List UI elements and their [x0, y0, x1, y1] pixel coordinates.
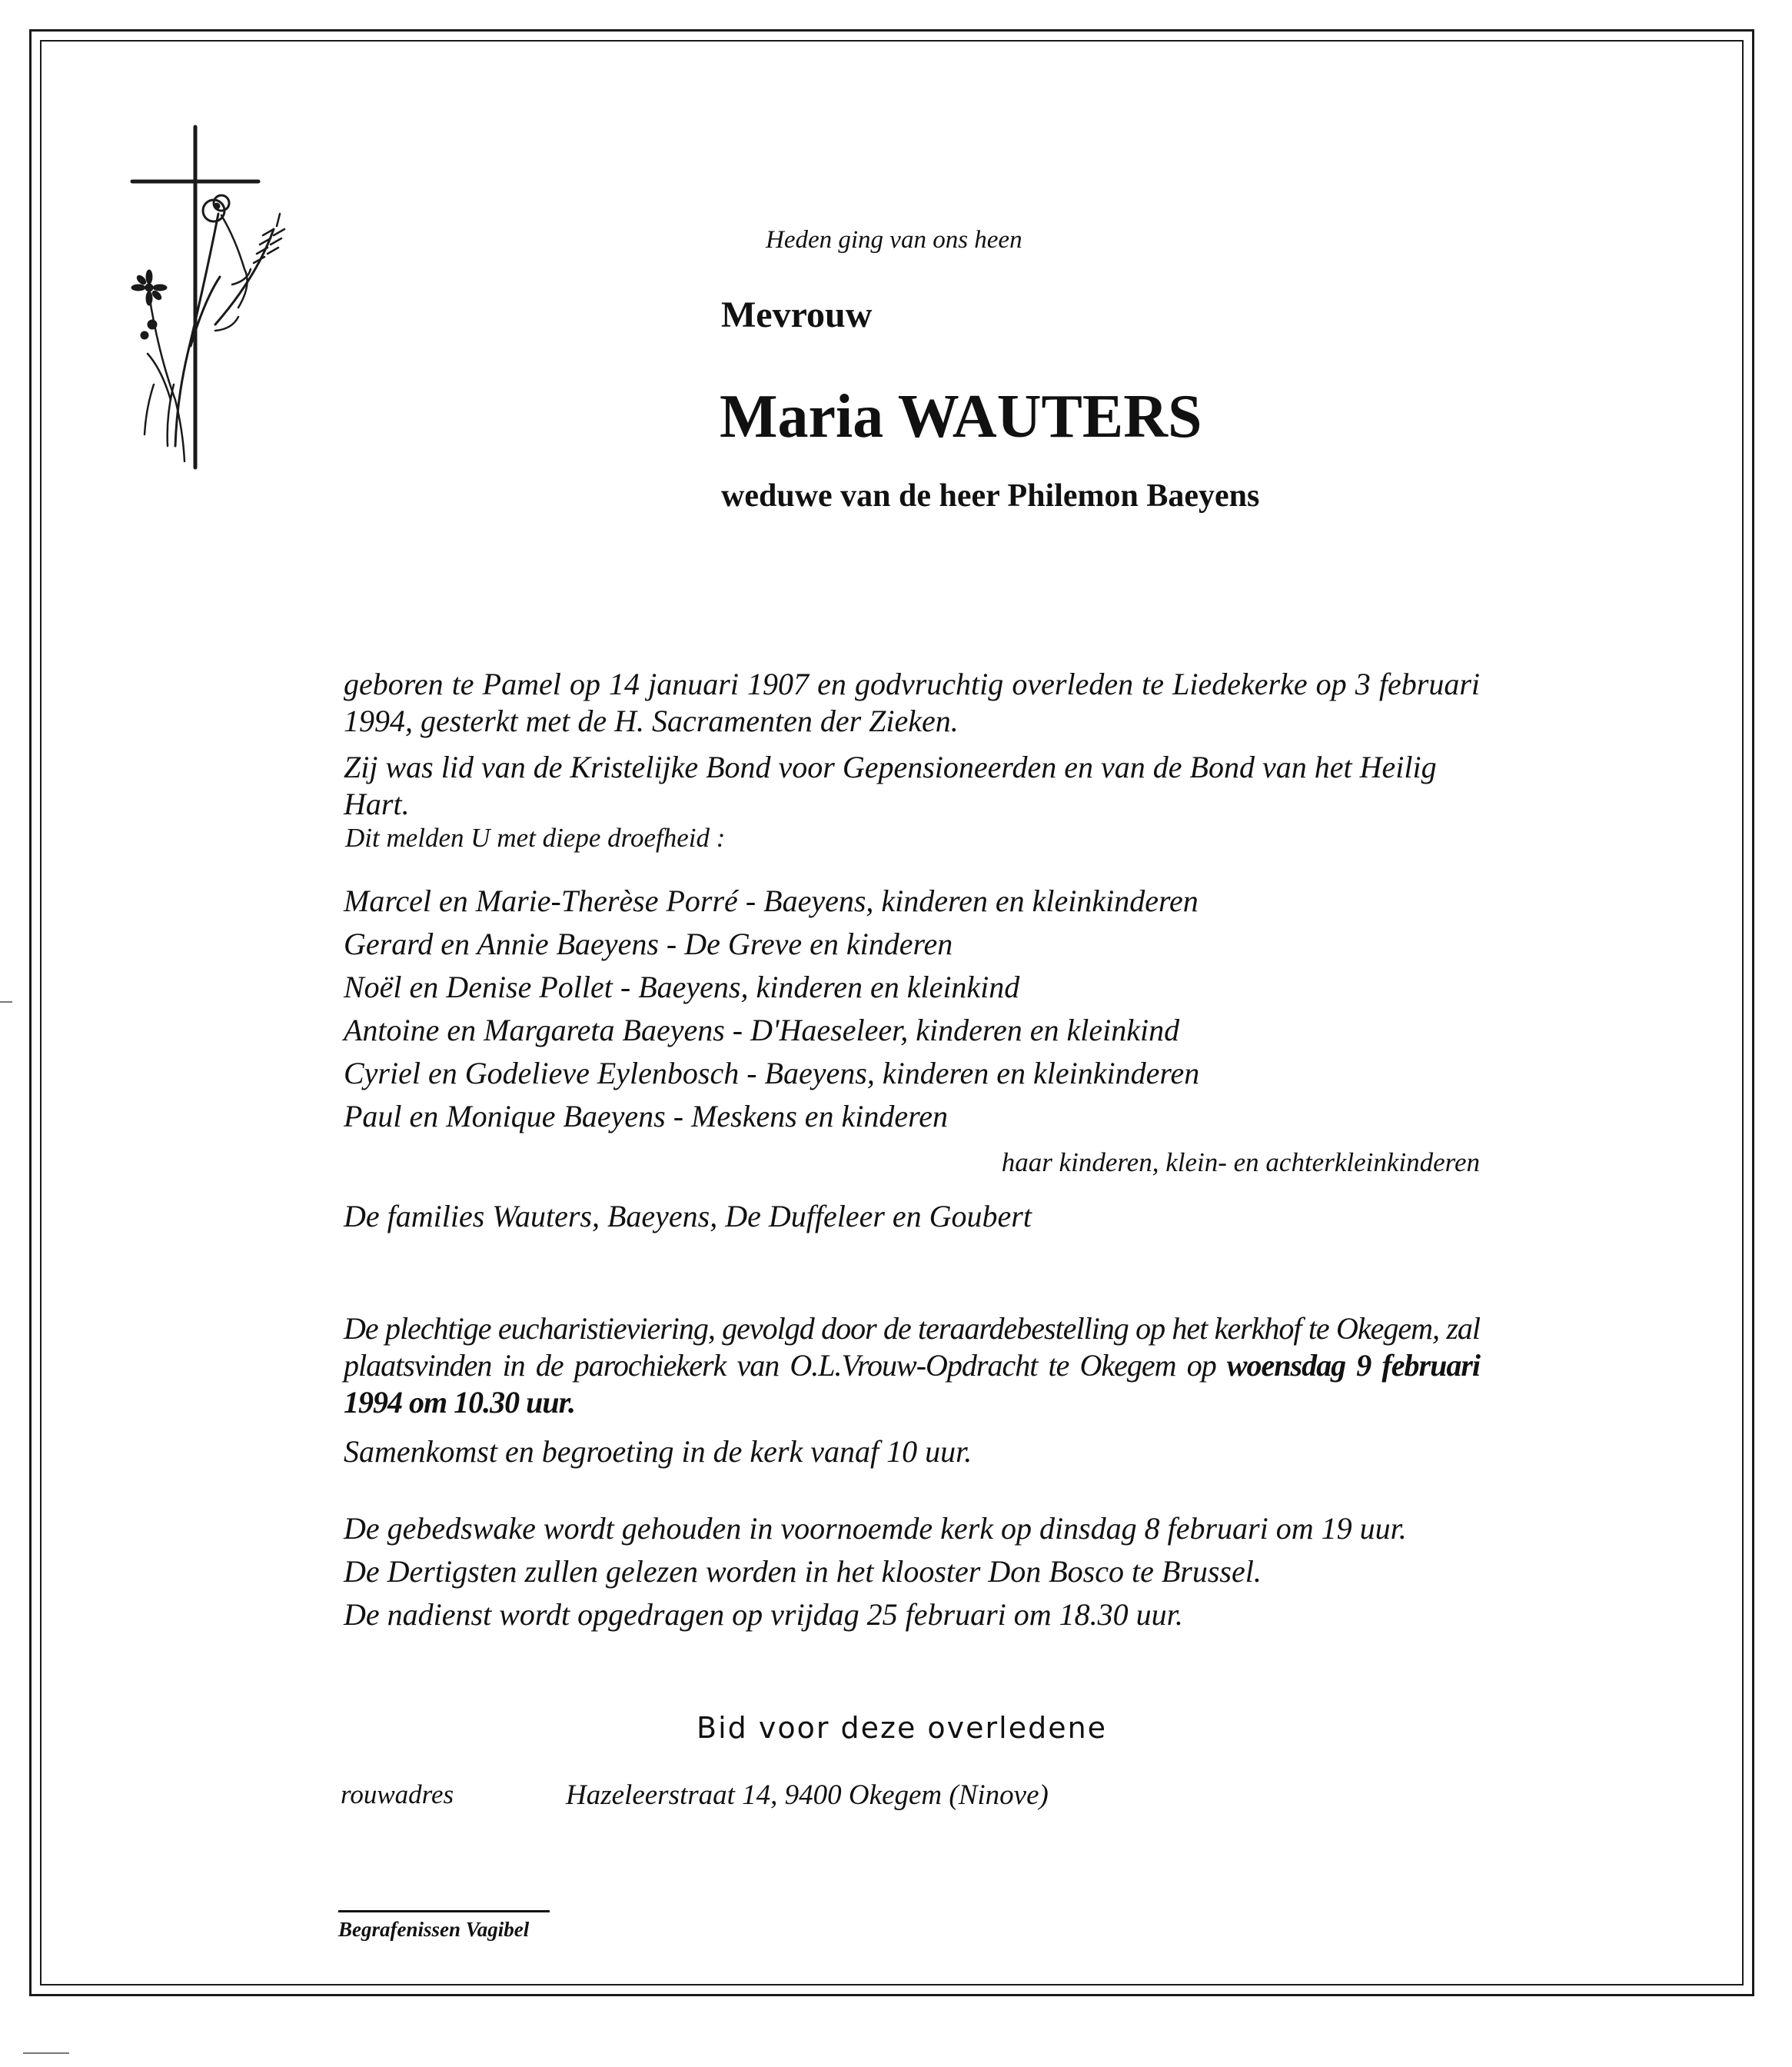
service-line: De Dertigsten zullen gelezen worden in het klooster Don Bosco te Brussel.	[344, 1554, 1262, 1589]
deceased-name: Maria WAUTERS	[720, 383, 1202, 451]
scan-edge-mark	[0, 1001, 12, 1003]
service-line: De nadienst wordt opgedragen op vrijdag 25 februari om 18.30 uur.	[344, 1597, 1183, 1632]
family-list-item: Cyriel en Godelieve Eylenbosch - Baeyens, kinderen en kleinkinderen	[344, 1056, 1200, 1090]
undertaker-name: Begrafenissen Vagibel	[338, 1918, 530, 1941]
ceremony-body: De plechtige eucharistieviering, gevolgd door de teraardebestelling op het kerkhof te Okegem, zal plaatsvinden in de parochiekerk van O.L.Vrouw-Opdracht te Okegem op	[344, 1311, 1480, 1383]
family-list-item: Paul en Monique Baeyens - Meskens en kinderen	[344, 1099, 948, 1133]
service-line: De gebedswake wordt gehouden in voornoemde kerk op dinsdag 8 februari om 19 uur.	[344, 1511, 1407, 1546]
family-list-item: Noël en Denise Pollet - Baeyens, kinderen en kleinkind	[344, 970, 1020, 1004]
gathering-line: Samenkomst en begroeting in de kerk vanaf 10 uur.	[344, 1434, 972, 1469]
honorific: Mevrouw	[721, 295, 873, 335]
cross-with-flowers-icon	[123, 123, 308, 477]
membership-line: Zij was lid van de Kristelijke Bond voor Gepensioneerden en van de Bond van het Heilig Hart.	[344, 750, 1437, 821]
ceremony-text	[344, 1310, 1480, 1421]
address-value: Hazeleerstraat 14, 9400 Okegem (Ninove)	[566, 1779, 1049, 1811]
signature-rule	[338, 1910, 550, 1912]
intro-line: Heden ging van ons heen	[766, 226, 1022, 254]
descendants-summary: haar kinderen, klein- en achterkleinkinderen	[1001, 1147, 1480, 1177]
address-label: rouwadres	[341, 1779, 454, 1809]
scan-edge-mark	[23, 2052, 69, 2054]
extended-families: De families Wauters, Baeyens, De Duffeleer en Goubert	[344, 1199, 1032, 1233]
family-list-item: Gerard en Annie Baeyens - De Greve en kinderen	[344, 927, 953, 961]
family-list-item: Antoine en Margareta Baeyens - D'Haeseleer, kinderen en kleinkind	[344, 1013, 1180, 1047]
relation-line: weduwe van de heer Philemon Baeyens	[721, 478, 1260, 514]
ceremony-date: woensdag 9 februari 1994 om 10.30 uur.	[344, 1348, 1480, 1420]
mourners-intro: Dit melden U met diepe droefheid :	[345, 823, 726, 853]
family-list-item: Marcel en Marie-Therèse Porré - Baeyens, kinderen en kleinkinderen	[344, 884, 1199, 918]
birth-death-line-1: geboren te Pamel op 14 januari 1907 en godvruchtig overleden te Liedekerke op 3 februari	[344, 667, 1480, 701]
birth-death-line-2: 1994, gesterkt met de H. Sacramenten der Zieken.	[344, 704, 959, 738]
prayer-line: Bid voor deze overledene	[697, 1711, 1108, 1745]
